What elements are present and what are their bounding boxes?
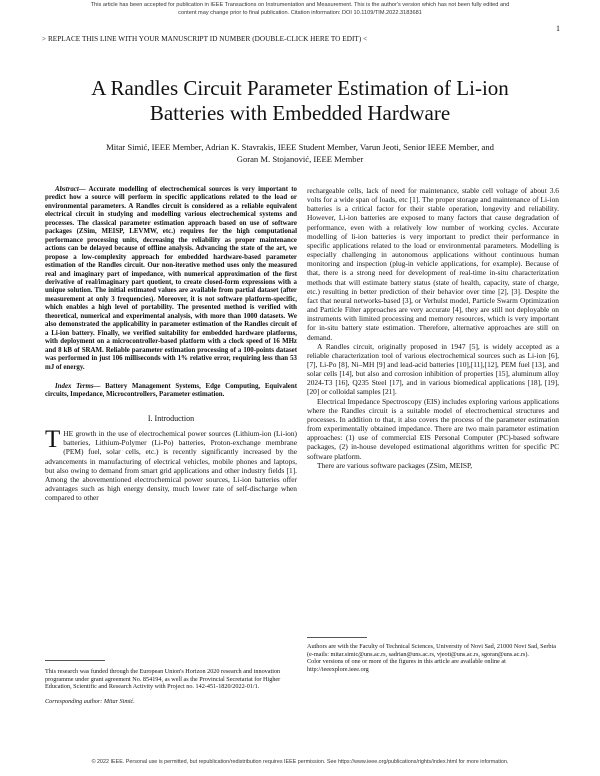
color-version-note: Color versions of one or more of the figures in this article are available online at http://ieeexplore.ieee.org xyxy=(307,658,506,673)
authors-line-2: Goran M. Stojanović, IEEE Member xyxy=(236,154,364,164)
intro-paragraph-2: A Randles circuit, originally proposed in 1947 [5], is widely accepted as a reliable characterization tool of various electrochemical sources such as Li-ion [6], [7], Li-Po [8], Ni–MH [9] and lead-acid batteries [10],[11],[12], PEM fuel [13], and solar cells [14], but also and corrosion inhibition of properties [15], aluminum alloy 2024-T3 [16], Q235 Steel [17], and in various biomedical applications [18], [19], [20] or colloidal samples [21]. xyxy=(307,341,559,397)
footnote-left xyxy=(45,668,297,705)
authors-line-1: Mitar Simić, IEEE Member, Adrian K. Stavrakis, IEEE Student Member, Varun Jeoti, Senior IEEE Member, and xyxy=(106,142,494,152)
index-terms-text: Battery Management Systems, Edge Computing, Equivalent circuits, Impedance, Microcontrollers, Parameter estimation. xyxy=(45,382,297,399)
abstract xyxy=(45,186,297,372)
corresponding-author-note: Corresponding author: Mitar Simić. xyxy=(45,697,135,705)
index-terms xyxy=(45,383,297,400)
publication-notice xyxy=(0,1,600,17)
intro-paragraph-1-continued: rechargeable cells, lack of need for maintenance, stable cell voltage of about 3.6 volts for a wide span of loads, etc [1]. The proper storage and maintenance of Li-ion batteries is a critical factor for their stable operation, longevity and reliability. However, Li-ion batteries are exposed to many factors that cause degradation of performance, even with a relatively low number of working cycles. Accurate modelling of li-ion batteries is very important to predict their performance in specific applications related to the load or environmental parameters. Modelling is especially challenging in autonomous applications without continuous human monitoring and inspection (plug-in vehicle applications, for example). Because of that, there is a strong need for development of real-time in-situ characterization methods that will estimate battery status (state of health, capacity, state of charge, etc.) resulting in better prediction of their behavior over time [2], [3]. Despite the fact that neural networks-based [3], or Verhulst model, Particle Swarm Optimization and Particle Filter approaches are very accurate [4], they are still not deployable on instruments with limited processing and memory resources, which is very important for in-situ battery state estimation. Therefore, alternative approaches are still on demand. xyxy=(307,186,559,342)
affiliation-note: Authors are with the Faculty of Technical Sciences, University of Novi Sad, 21000 Novi Sad, Serbia (e-mails: mitar.simic@uns.ac.rs, sadrian@uns.ac.rs, vjeoti@uns.ac.rs, sgoran@uns.ac.rs). xyxy=(307,643,556,658)
intro-paragraph-3: Electrical Impedance Spectroscopy (EIS) includes exploring various applications where the Randles circuit is a suitable model of electrochemical structures and processes. In addition to that, it also covers the process of the parameter estimation from experimentally obtained impedance. There are two main parameter estimation approaches: (1) use of commercial EIS Personal Computer (PC)-based software packages, (2) in-house developed estimational algorithms written for specific PC software platform. xyxy=(307,396,559,461)
right-column xyxy=(307,186,559,470)
intro-paragraph-4: There are various software packages (ZSim, MEISP, xyxy=(317,460,473,470)
intro-paragraph-1 xyxy=(45,426,297,503)
notice-line-1: This article has been accepted for publication in IEEE Transactions on Instrumentation and Measurement. This is the author's version which has not been fully edited and xyxy=(90,2,510,8)
section-heading-introduction: I. Introduction xyxy=(147,413,195,423)
title-line-1: A Randles Circuit Parameter Estimation of Li-ion xyxy=(91,76,509,100)
manuscript-id-line: > REPLACE THIS LINE WITH YOUR MANUSCRIPT ID NUMBER (DOUBLE-CLICK HERE TO EDIT) < xyxy=(42,35,368,43)
left-column xyxy=(45,186,297,502)
funding-note: This research was funded through the European Union's Horizon 2020 research and innovation programme under grant agreement No. 854194, as well as the Provincial Secretariat for Higher Education, Scientific and Research Activity with Project no. 142-451-1820/2022-01/1. xyxy=(45,668,281,691)
abstract-label: Abstract— xyxy=(55,186,86,193)
drop-cap: T xyxy=(45,426,61,454)
author-list xyxy=(40,141,560,165)
index-terms-label: Index Terms— xyxy=(55,382,101,390)
footnote-rule-right xyxy=(307,637,367,638)
page-number: 1 xyxy=(556,24,560,33)
abstract-text: Accurate modelling of electrochemical sources is very important to predict how a source will perform in specific applications related to the load or environmental parameters. A Randles circuit is considered as a reliable equivalent electrical circuit in studying and modelling various electrochemical systems and processes. The classical parameter estimation approach based on use of software packages (ZSim, MEISP, LEVMW, etc.) requires for the high computational performance processing units, decreasing the reliability as proper maintenance actions can be delayed because of offline analysis. Advancing the state of the art, we propose a low-complexity approach for embedded hardware-based parameter estimation of the Randles circuit. Our non-iterative method uses only the measured real and imaginary part of impedance, with numerical approximation of the first derivative of real/imaginary part quotient, to create closed-form expressions with a unique solution. The initial estimated values are available from partial dataset (after measurement at only 3 frequencies). Moreover, it is not software platform-specific, which enables a high level of portability. The presented method is verified with theoretical, numerical and experimental analysis, with more than 1000 datasets. We also demonstrated the applicability in parameter estimation of the Randles circuit of a Li-ion battery. Finally, we verified suitability for embedded hardware platforms, with deployment on a microcontroller-based platform with a clock speed of 16 MHz and 8 kB of SRAM. Reliable parameter estimation processing of a 100-points dataset was performed in just 106 milliseconds with 1% relative error, requiring less than 53 mJ of energy. xyxy=(45,186,297,371)
notice-line-2: content may change prior to final publication. Citation information: DOI 10.1109/TIM.2022.3183681 xyxy=(178,10,422,16)
intro-paragraph-1-text: HE growth in the use of electrochemical power sources (Lithium-ion (Li-ion) batteries, Lithium-Polymer (Li-Po) batteries, Proton-exchange membrane (PEM) fuel, solar cells, etc.) is recently significantly increased by the advancements in manufacturing of electrical vehicles, mobile phones and laptops, but also owing to demand from smart grid applications and other industry fields [1]. Among the abovementioned electrochemical power sources, Li-ion batteries offer advantages such as high energy density, much lower rate of self-discharge when compared to other xyxy=(45,429,297,503)
footnote-rule-left xyxy=(45,660,105,661)
copyright-footer: © 2022 IEEE. Personal use is permitted, but republication/redistribution requires IEEE permission. See https://www.ieee.org/publications/rights/index.html for more information. xyxy=(91,759,509,765)
footnote-right xyxy=(307,643,559,673)
title-line-2: Batteries with Embedded Hardware xyxy=(149,101,451,125)
paper-title xyxy=(30,76,570,126)
